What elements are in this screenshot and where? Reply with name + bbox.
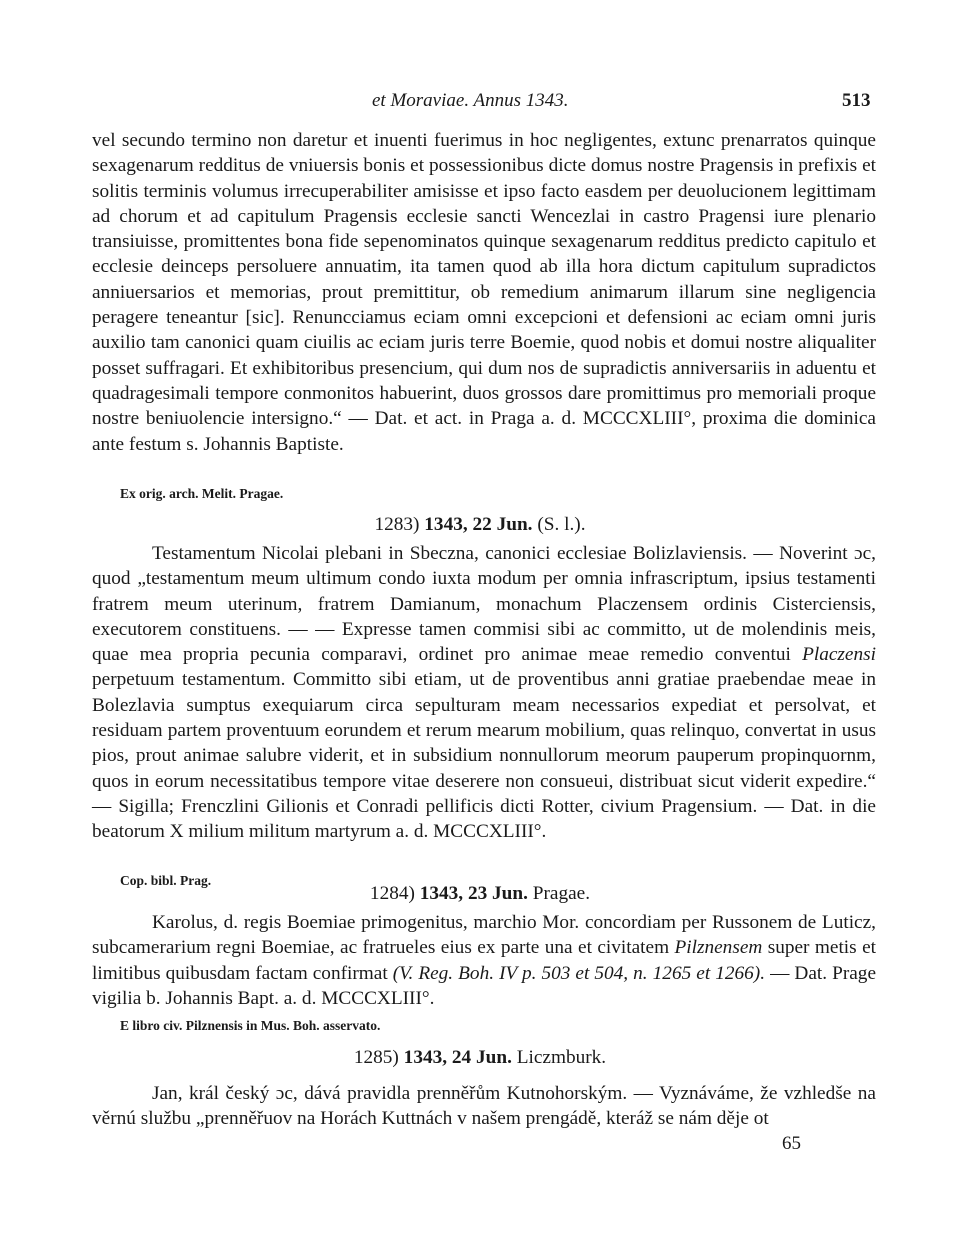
entry-1284-source: E libro civ. Pilznensis in Mus. Boh. asservato.: [120, 1018, 381, 1033]
entry-text: Karolus, d. regis Boemiae primogenitus, marchio Mor. concordiam per Russonem de Luticz, subcamerarium regni Boemiae, ac fratrueles eius ex parte una et civitatem: [92, 912, 876, 959]
entry-italic: (V. Reg. Boh. IV p. 503 et 504, n. 1265 et 1266).: [392, 962, 766, 984]
entry-text: Testamentum Nicolai plebani in Sbeczna, canonici ecclesiae Bolizlaviensis. — Noverint ɔc, quod „testamentum meum ultimum condo iuxta modum per omnia infrascriptum, ipsius testamenti fratrem meum uterinum, fratrem Damianum, monachum Placzensem ordinis Cisterciensis, executorem constituens. — — Expresse tamen commisi sibi ac committo, ut de molendinis meis, quae mea propria pecunia comparavi, ordinet pro animae meae remedio conventui: [92, 543, 876, 666]
entry-1283-text: [92, 541, 876, 845]
entry-date: 1343, 22 Jun.: [424, 514, 533, 535]
entry-place: Pragae.: [532, 883, 591, 904]
entry-text: Jan, král český ɔc, dává pravidla prenněřům Kutnohorským. — Vyznáváme, že vzhledše na věrnú službu „prenněřuov na Horách Kuttnách v našem prengádě, kteráž se nám děje ot: [92, 1083, 876, 1130]
entry-1284-heading: [0, 883, 960, 905]
entry-1283-heading: [0, 514, 960, 536]
entry-1285-text: [92, 1081, 876, 1132]
entry-number: 1284): [369, 883, 415, 904]
entry-place: Liczmburk.: [516, 1047, 607, 1068]
page-number: 513: [842, 90, 871, 111]
entry-1285-heading: [0, 1047, 960, 1069]
entry-text: perpetuum testamentum. Committo sibi etiam, ut de proventibus anni gratiae praebendae meae in Bolezlavia sumptus exequiarum circa sepulturam meam necessarios expediat et persolvat, et residuam partem proventuum eorundem et rerum mearum mobilium, quas relinquo, convertat in usus pios, prout animae salubre viderit, et in subsidium nonnullorum meorum pauperum propinquornm, quos in eorum necessitatibus tempore vitae deserere non consueui, distribuat sicut viderit expedire.“ — Sigilla; Frenczlini Gilionis et Conradi pellificis dicti Rotter, civium Pragensium. — Dat. in die beatorum X milium militum martyrum a. d. MCCCXLIII°.: [92, 669, 876, 843]
running-header: et Moraviae. Annus 1343.: [372, 90, 569, 111]
continuation-source: Ex orig. arch. Melit. Pragae.: [120, 486, 284, 501]
entry-italic: Pilznensem: [674, 937, 763, 959]
signature-mark: 65: [782, 1133, 801, 1154]
entry-date: 1343, 24 Jun.: [403, 1047, 512, 1068]
entry-italic: Placzensi: [802, 644, 876, 666]
entry-place: (S. l.).: [537, 514, 586, 535]
entry-number: 1285): [353, 1047, 399, 1068]
entry-date: 1343, 23 Jun.: [419, 883, 528, 904]
entry-text: super metis et limitibus quibusdam factam confirmat: [92, 937, 876, 984]
entry-1283-source: Cop. bibl. Prag.: [120, 873, 212, 888]
continuation-paragraph: [92, 128, 876, 457]
entry-1284-text: [92, 910, 876, 1011]
continuation-text: vel secundo termino non daretur et inuenti fuerimus in hoc negligentes, extunc prenarratos quinque sexagenarum redditus de vniuersis bonis et possessionibus dicte domus nostre Pragensis in prefixis et solitis terminis volumus irrecuperabiliter amisisse et ipso facto easdem per deuolucionem legittimam ad chorum et ad capitulum Pragensis ecclesie sancti Wencezlai in castro Pragensi iure plenario transiuisse, promittentes bona fide sepenominatos quinque sexagenarum redditus predicto capitulo et ecclesie deinceps persoluere annuatim, ita tamen quod ab illa hora dictum capitulum supradictos anniuersarios et memorias, prout premittitur, ob remedium animarum illarum sine negligencia peragere teneantur [sic]. Renuncciamus eciam omni excepcioni et defensioni ac eciam omni juris auxilio tam canonici quam ciuilis ac eciam juris terre Boemie, quod nobis et domui nostre aliqualiter posset suffragari. Et exhibitoribus presencium, qui dum nos de supradictis anniversariis in aduentu et quadragesimali tempore conmonitos habuerint, duos grossos dare promittimus pro memoriali proque nostre beniuolencie intersigno.“ — Dat. et act. in Praga a. d. MCCCXLIII°, proxima die dominica ante festum s. Johannis Baptiste.: [92, 130, 876, 455]
entry-text: — Dat. Prage vigilia b. Johannis Bapt. a. d. MCCCXLIII°.: [92, 962, 876, 1009]
entry-number: 1283): [374, 514, 420, 535]
